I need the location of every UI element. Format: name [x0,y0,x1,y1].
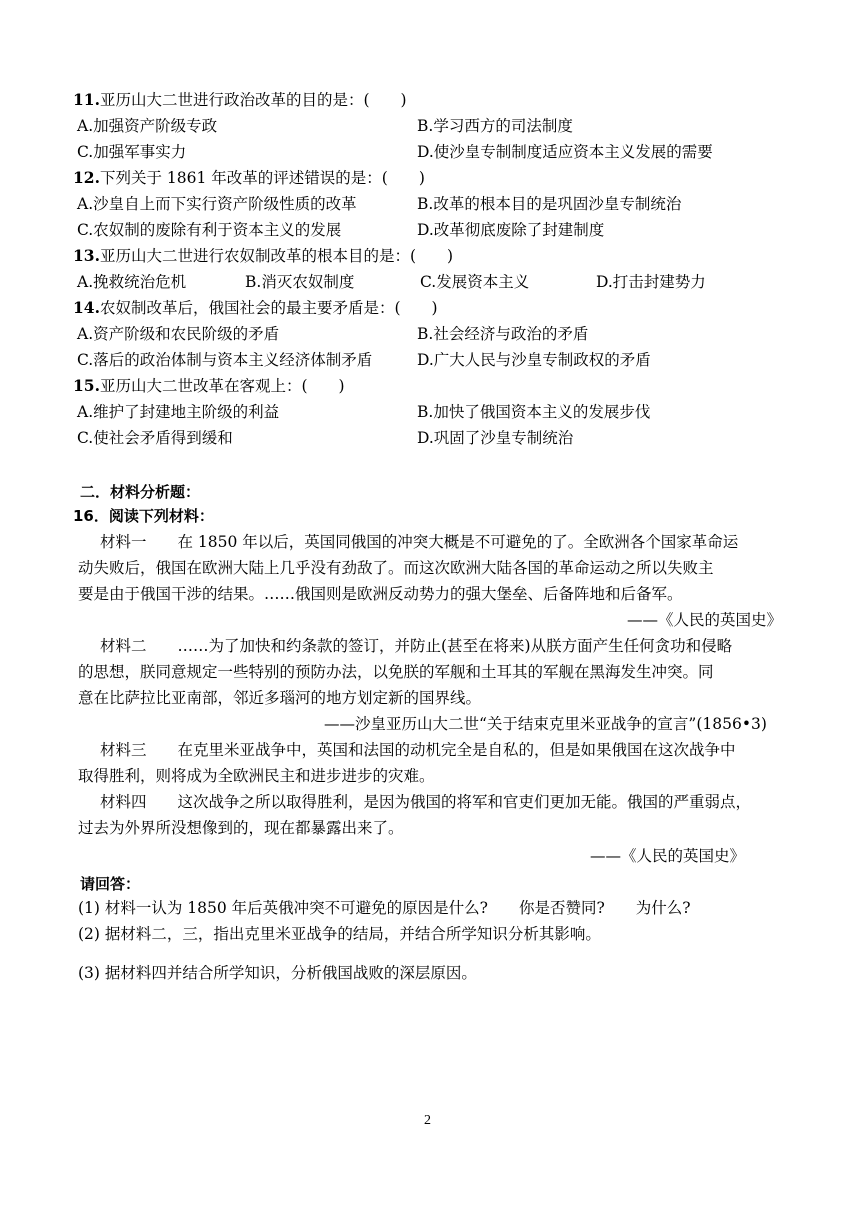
material-2-source: ——沙皇亚历山大二世“关于结束克里米亚战争的宣言”(1856•3) [324,715,767,733]
option-c: C.农奴制的废除有利于资本主义的发展 [77,221,342,239]
option-b: B.改革的根本目的是巩固沙皇专制统治 [417,195,682,213]
question-text: 下列关于 1861 年改革的评述错误的是：( ) [99,169,425,187]
material-2-line: 的思想，朕同意规定一些特别的预防办法，以免朕的军舰和土耳其的军舰在黑海发生冲突。同 [78,663,714,681]
option-a: A.挽救统治危机 [77,273,187,291]
question-number: 12. [73,168,100,187]
option-a: A.沙皇自上而下实行资产阶级性质的改革 [77,195,357,213]
material-1-line: 材料一 在 1850 年以后，英国同俄国的冲突大概是不可避免的了。全欧洲各个国家革命运 [100,533,739,551]
material-1-source: ——《人民的英国史》 [627,611,783,629]
option-d: D.打击封建势力 [596,273,706,291]
section-heading: 二．材料分析题： [80,483,201,501]
material-2-line: 材料二 ……为了加快和约条款的签订，并防止(甚至在将来)从朕方面产生任何贪功和侵略 [100,637,733,655]
material-3-line: 取得胜利，则将成为全欧洲民主和进步进步的灾难。 [78,767,435,785]
material-1-line: 要是由于俄国干涉的结果。……俄国则是欧洲反动势力的强大堡垒、后备阵地和后备军。 [78,585,683,603]
option-b: B.加快了俄国资本主义的发展步伐 [417,403,651,421]
question-14-stem [73,297,438,319]
question-text: 亚历山大二世进行农奴制改革的根本目的是：( ) [99,247,454,265]
question-number: 13. [73,246,100,265]
question-text: 农奴制改革后，俄国社会的最主要矛盾是：( ) [99,299,438,317]
option-a: A.维护了封建地主阶级的利益 [77,403,280,421]
option-c: C.发展资本主义 [420,273,530,291]
question-12-stem [73,167,425,189]
question-number: 11. [73,90,100,109]
sub-question-3: (3) 据材料四并结合所学知识，分析俄国战败的深层原因。 [78,964,477,982]
sub-question-1: (1) 材料一认为 1850 年后英俄冲突不可避免的原因是什么? 你是否赞同? 为什么? [78,899,691,917]
option-c: C.使社会矛盾得到缓和 [77,429,233,447]
material-2-line: 意在比萨拉比亚南部，邻近多瑙河的地方划定新的国界线。 [78,689,482,707]
option-b: B.消灭农奴制度 [245,273,355,291]
question-text: 亚历山大二世进行政治改革的目的是：( ) [99,91,407,109]
option-b: B.学习西方的司法制度 [417,117,573,135]
answer-prompt: 请回答： [80,875,141,893]
material-4-line: 材料四 这次战争之所以取得胜利，是因为俄国的将军和官吏们更加无能。俄国的严重弱点， [100,793,752,811]
material-4-source: ——《人民的英国史》 [590,847,746,865]
question-number: 15. [73,376,100,395]
option-c: C.加强军事实力 [77,143,187,161]
material-3-line: 材料三 在克里米亚战争中，英国和法国的动机完全是自私的，但是如果俄国在这次战争中 [100,741,736,759]
option-d: D.使沙皇专制制度适应资本主义发展的需要 [417,143,713,161]
question-number: 14. [73,298,100,317]
question-11-stem [73,89,407,111]
option-a: A.资产阶级和农民阶级的矛盾 [77,325,280,343]
question-16-heading: 16．阅读下列材料： [73,507,214,525]
option-a: A.加强资产阶级专政 [77,117,218,135]
sub-question-2: (2) 据材料二，三，指出克里米亚战争的结局，并结合所学知识分析其影响。 [78,925,601,943]
option-d: D.改革彻底废除了封建制度 [417,221,605,239]
question-15-stem [73,375,345,397]
material-4-line: 过去为外界所没想像到的，现在都暴露出来了。 [78,819,404,837]
question-text: 亚历山大二世改革在客观上：( ) [99,377,345,395]
option-d: D.广大人民与沙皇专制政权的矛盾 [417,351,651,369]
material-1-line: 动失败后，俄国在欧洲大陆上几乎没有劲敌了。而这次欧洲大陆各国的革命运动之所以失败主 [78,559,714,577]
question-13-stem [73,245,453,267]
option-c: C.落后的政治体制与资本主义经济体制矛盾 [77,351,373,369]
page-number: 2 [424,1113,431,1128]
option-d: D.巩固了沙皇专制统治 [417,429,574,447]
option-b: B.社会经济与政治的矛盾 [417,325,589,343]
